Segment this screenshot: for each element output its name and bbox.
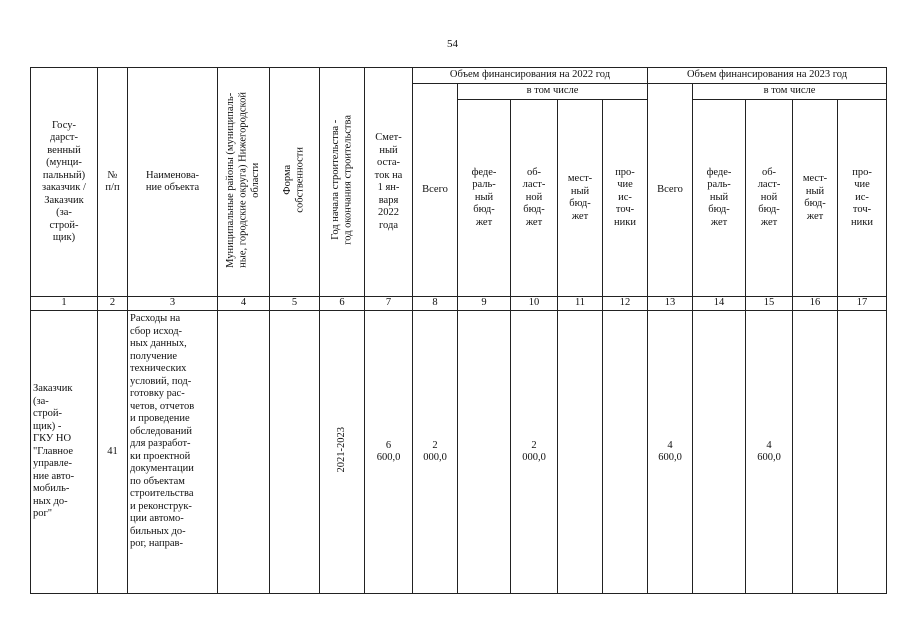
header-ownership-form-text: Форма собственности <box>282 146 306 213</box>
ownership-form-cell <box>270 311 320 594</box>
header-federal-2023: феде- раль- ный бюд- жет <box>693 100 746 297</box>
column-number: 10 <box>511 297 558 311</box>
total-2022-cell: 2 000,0 <box>413 311 458 594</box>
construction-years-text: 2021-2023 <box>335 427 347 473</box>
column-number: 12 <box>603 297 648 311</box>
header-other-2023: про- чие ис- точ- ники <box>838 100 887 297</box>
header-ownership-form <box>270 68 320 297</box>
column-number: 9 <box>458 297 511 311</box>
row-number-cell: 41 <box>98 311 128 594</box>
municipal-districts-cell <box>218 311 270 594</box>
regional-2022-cell: 2 000,0 <box>511 311 558 594</box>
column-number: 17 <box>838 297 887 311</box>
header-customer: Госу- дарст- венный (мунци- пальный) заказчик / Заказчик (за- строй- щик) <box>31 68 98 297</box>
header-local-2022: мест- ный бюд- жет <box>558 100 603 297</box>
estimate-remainder-cell: 6 600,0 <box>365 311 413 594</box>
column-number: 2 <box>98 297 128 311</box>
column-number: 6 <box>320 297 365 311</box>
column-number: 3 <box>128 297 218 311</box>
local-2022-cell <box>558 311 603 594</box>
header-total-2022: Всего <box>413 84 458 297</box>
header-other-2022: про- чие ис- точ- ники <box>603 100 648 297</box>
federal-2023-cell <box>693 311 746 594</box>
local-2023-cell <box>793 311 838 594</box>
header-row-1 <box>31 68 887 84</box>
header-construction-years <box>320 68 365 297</box>
column-numbers-row <box>31 297 887 311</box>
column-number: 8 <box>413 297 458 311</box>
page-number: 54 <box>447 38 458 50</box>
total-2023-cell: 4 600,0 <box>648 311 693 594</box>
header-federal-2022: феде- раль- ный бюд- жет <box>458 100 511 297</box>
federal-2022-cell <box>458 311 511 594</box>
header-including-2022: в том числе <box>458 84 648 100</box>
header-including-2023: в том числе <box>693 84 887 100</box>
regional-2023-cell: 4 600,0 <box>746 311 793 594</box>
header-regional-2023: об- ласт- ной бюд- жет <box>746 100 793 297</box>
column-number: 5 <box>270 297 320 311</box>
header-estimate-remainder: Смет- ный оста- ток на 1 ян- варя 2022 года <box>365 68 413 297</box>
column-number: 16 <box>793 297 838 311</box>
table-row <box>31 311 887 594</box>
header-number: № п/п <box>98 68 128 297</box>
header-total-2023: Всего <box>648 84 693 297</box>
column-number: 11 <box>558 297 603 311</box>
column-number: 7 <box>365 297 413 311</box>
column-number: 14 <box>693 297 746 311</box>
construction-years-cell <box>320 311 365 594</box>
header-financing-2023: Объем финансирования на 2023 год <box>648 68 887 84</box>
other-2022-cell <box>603 311 648 594</box>
header-object-name: Наименова- ние объекта <box>128 68 218 297</box>
other-2023-cell <box>838 311 887 594</box>
header-construction-years-text: Год начала строительства - год окончания строительства <box>329 114 353 245</box>
financing-table <box>30 67 887 594</box>
header-regional-2022: об- ласт- ной бюд- жет <box>511 100 558 297</box>
column-number: 1 <box>31 297 98 311</box>
header-municipal-districts <box>218 68 270 297</box>
object-name-cell: Расходы на сбор исход- ных данных, получение технических условий, под- готовку рас- четов, отчетов и проведение обследований для разработ- ки проектной документации по объектам строительства и реконструк- ции автомо- бильных до- рог, направ- <box>128 311 218 594</box>
customer-cell: Заказчик (за- строй- щик) - ГКУ НО "Главное управле- ние авто- мобиль- ных до- рог" <box>31 311 98 594</box>
column-number: 4 <box>218 297 270 311</box>
column-number: 15 <box>746 297 793 311</box>
header-local-2023: мест- ный бюд- жет <box>793 100 838 297</box>
column-number: 13 <box>648 297 693 311</box>
header-financing-2022: Объем финансирования на 2022 год <box>413 68 648 84</box>
header-municipal-districts-text: Муниципальные районы (муниципаль- ные, городские округа) Нижегородской области <box>224 91 261 268</box>
